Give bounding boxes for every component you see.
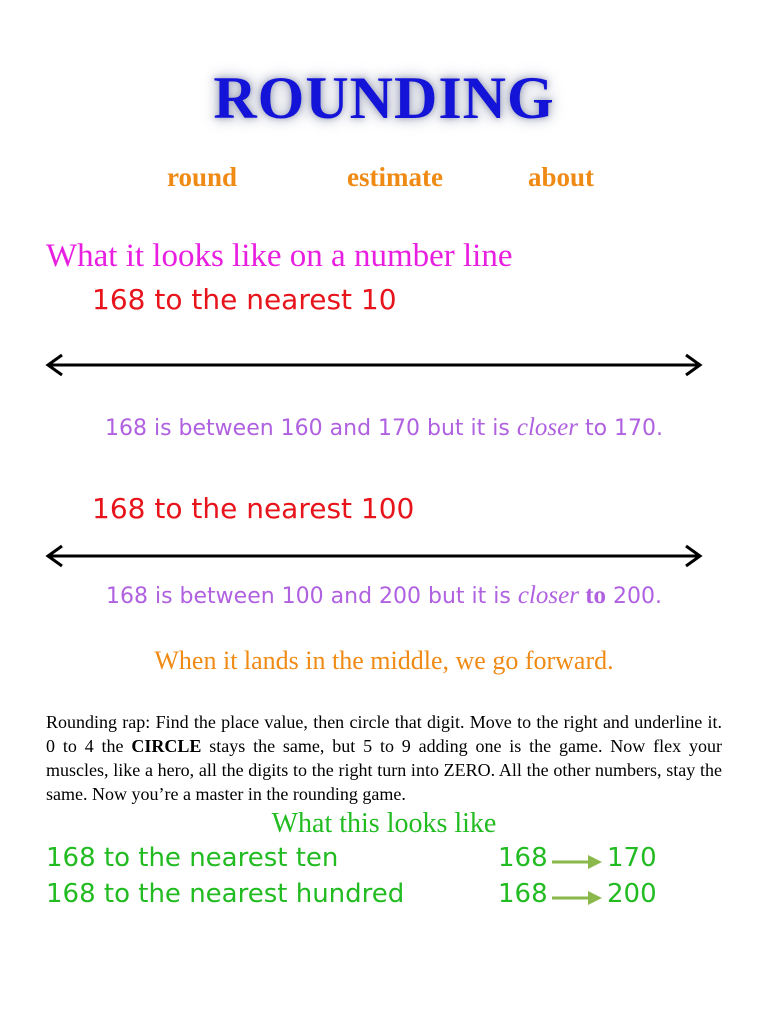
example-2-explanation (0, 582, 768, 610)
example-2-explanation-pre: 168 is between 100 and 200 but it is (105, 584, 518, 609)
middle-rule: When it lands in the middle, we go forward. (154, 646, 614, 675)
result-row-2-label: 168 to the nearest hundred (46, 879, 405, 909)
example-2-closer-word: closer (517, 582, 579, 609)
result-row-2-from: 168 (498, 879, 548, 909)
result-row-2-to: 200 (607, 879, 657, 909)
result-row-2-arrow-icon (552, 889, 602, 907)
example-1-prompt: 168 to the nearest 10 (92, 283, 397, 316)
rap-part-2: stays the same, but 5 to 9 adding one is the game. Now flex your muscles, like a hero, all the digits to the right turn into ZERO. All the other numbers, stay the same. Now you’re a master in the rounding game. (46, 736, 722, 804)
example-1-explanation (0, 414, 768, 442)
rap-circle-word: CIRCLE (131, 736, 202, 756)
example-1-closer-word: closer (516, 414, 578, 441)
rap-part-1: Rounding rap: Find the place value, then circle that digit. Move to the right and underline it. 0 to 4 the (46, 712, 722, 756)
number-line-heading: What it looks like on a number line (46, 238, 513, 274)
page-title: ROUNDING (213, 65, 555, 131)
number-line-1 (40, 350, 708, 380)
result-row-1-from: 168 (498, 843, 548, 873)
result-row-1-to: 170 (607, 843, 657, 873)
result-row-1-arrow-icon (552, 853, 602, 871)
number-line-2 (40, 541, 708, 571)
rounding-rap (46, 710, 722, 806)
example-2-to-word: to (585, 582, 607, 609)
example-1-explanation-post: to 170. (577, 416, 664, 441)
example-2-prompt: 168 to the nearest 100 (92, 492, 415, 525)
vocab-word-about: about (528, 162, 595, 192)
example-1-explanation-pre: 168 is between 160 and 170 but it is (104, 416, 517, 441)
result-row-1-label: 168 to the nearest ten (46, 843, 339, 873)
example-2-explanation-post: 200. (606, 584, 663, 609)
results-title: What this looks like (271, 808, 497, 839)
vocab-word-round: round (167, 162, 238, 192)
vocab-word-estimate: estimate (347, 162, 443, 192)
